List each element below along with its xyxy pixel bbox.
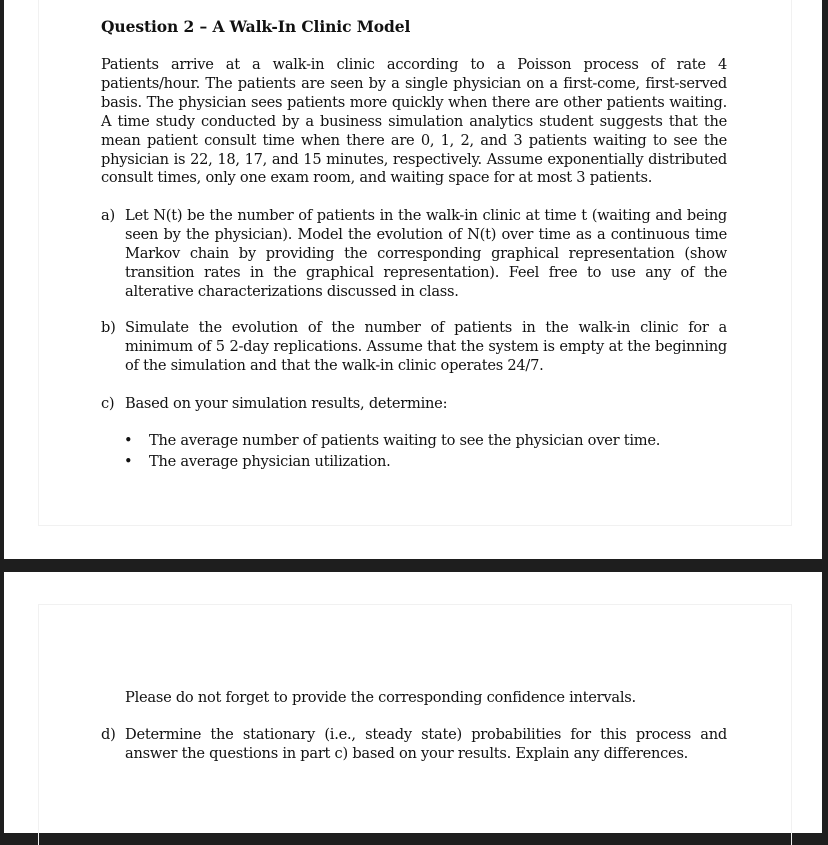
part-d-text: Determine the stationary (i.e., steady state) probabilities for this process and answer the questions in part c) based on your results. Explain any differences.	[125, 726, 727, 762]
part-c	[101, 395, 727, 414]
part-c-marker: c)	[101, 395, 115, 412]
part-c-bullet-2	[124, 453, 724, 472]
part-a-text: Let N(t) be the number of patients in the walk-in clinic at time t (waiting and being seen by the physician). Model the evolution of N(t) over time as a continuous time Markov chain by providing the corresponding graphical representation (show transition rates in the graphical representation). Feel free to use any of the alterative characterizations discussed in class.	[125, 207, 727, 300]
part-b-marker: b)	[101, 319, 116, 336]
part-d	[101, 726, 727, 764]
part-d-marker: d)	[101, 726, 116, 743]
part-a-marker: a)	[101, 207, 115, 224]
question-intro: Patients arrive at a walk-in clinic according to a Poisson process of rate 4 patients/hour. The patients are seen by a single physician on a first-come, first-served basis. The physician sees patients more quickly when there are other patients waiting. A time study conducted by a business simulation analytics student suggests that the mean patient consult time when there are 0, 1, 2, and 3 patients waiting to see the physician is 22, 18, 17, and 15 minutes, respectively. Assume exponentially distributed consult times, only one exam room, and waiting space for at most 3 patients.	[101, 56, 727, 187]
part-b-text: Simulate the evolution of the number of patients in the walk-in clinic for a minimum of 5 2-day replications. Assume that the system is empty at the beginning of the simulation and that the walk-in clinic operates 24/7.	[125, 319, 727, 374]
part-c-bullet-2-text: The average physician utilization.	[149, 453, 391, 470]
confidence-interval-note: Please do not forget to provide the corresponding confidence intervals.	[125, 689, 636, 706]
document-page-1	[4, 0, 822, 559]
part-c-bullet-1-text: The average number of patients waiting to see the physician over time.	[149, 432, 661, 449]
part-c-text: Based on your simulation results, determine:	[125, 395, 448, 412]
bullet-icon: •	[124, 432, 133, 449]
page-content-frame	[38, 604, 792, 845]
part-c-bullet-1	[124, 432, 724, 451]
bullet-icon: •	[124, 453, 133, 470]
part-a	[101, 207, 727, 302]
part-b	[101, 319, 727, 376]
question-title: Question 2 – A Walk-In Clinic Model	[101, 17, 411, 36]
document-page-2	[4, 572, 822, 833]
